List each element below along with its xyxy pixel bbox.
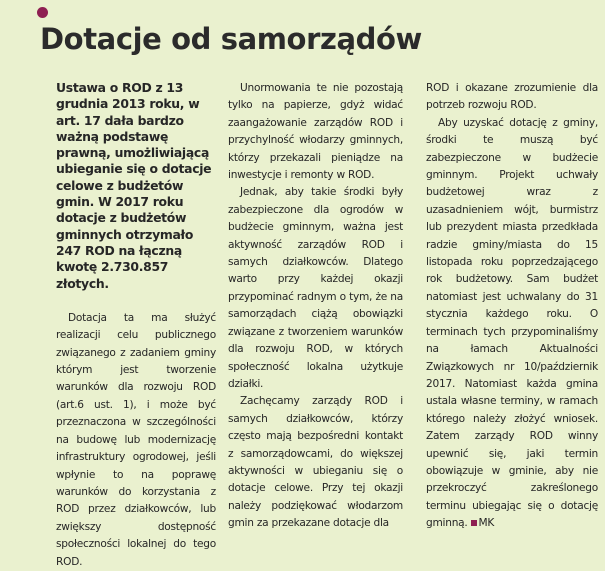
column-3 (426, 80, 598, 533)
paragraph-3: Jednak, aby takie środki były zabezpieczone dla ogrodów w budżecie gminnym, ważna jest aktywność zarządów ROD i samych działkowców. Dlatego warto przy każdej okazji przypominać radnym o tym, że na samorządach ciążą obowiązki związane z tworzeniem warunków dla rozwoju ROD, w których społeczność lokalna użytkuje działki. (228, 186, 403, 390)
accent-dot (37, 7, 48, 18)
paragraph-2: Unormowania te nie pozostają tylko na papierze, gdyż widać zaangażowanie zarządów ROD i przychylność włodarzy gminnych, którzy przekazali pieniądze na inwestycje i remonty w ROD. (228, 82, 403, 182)
article-lead: Ustawa o ROD z 13 grudnia 2013 roku, w art. 17 dała bardzo ważną podstawę prawną, umożliwiającą ubieganie się o dotacje celowe z budżetów gmin. W 2017 roku dotacje z budżetów gminnych otrzymało 247 ROD na łączną kwotę 2.730.857 złotych. (56, 80, 212, 291)
paragraph-6 (426, 115, 598, 533)
author-signature: MK (478, 517, 495, 530)
paragraph-1: Dotacja ta ma służyć realizacji celu publicznego związanego z zadaniem gminy którym jest tworzenie warunków dla rozwoju ROD (art.6 ust. 1), i może być przeznaczona w szczególności na budowę lub modernizację infrastruktury ogrodowej, jeśli wpłynie to na poprawę warunków do korzystania z ROD przez działkowców, lub zwiększy dostępność społeczności lokalnej do tego ROD. (56, 311, 216, 568)
paragraph-4: Zachęcamy zarządy ROD i samych działkowców, którzy często mają bezpośredni kontakt z samorządowcami, do większej aktywności w ubieganiu się o dotacje celowe. Przy tej okazji należy podziękować włodarzom gmin za przekazane dotacje dla (228, 395, 403, 530)
paragraph-6-text: Aby uzyskać dotację z gminy, środki te muszą być zabezpieczone w budżecie gminnym. Projekt uchwały budżetowej wraz z uzasadnieniem wójt, burmistrz lub prezydent miasta przedkłada radzie gminy/miasta do 15 listopada roku poprzedzającego rok budżetowy. Sam budżet natomiast jest uchwalany do 31 stycznia każdego roku. O terminach tych przypominaliśmy na łamach Aktualności Związkowych nr 10/październik 2017. Natomiast każda gmina ustala własne terminy, w ramach którego należy złożyć wniosek. Zatem zarządy ROD winny upewnić się, jaki termin obowiązuje w gminie, aby nie przekroczyć zakreślonego terminu ubiegając się o dotację gminną. (426, 116, 598, 530)
article-title: Dotacje od samorządów (40, 22, 422, 56)
column-2 (228, 80, 403, 533)
end-mark-icon (471, 520, 477, 526)
column-1 (56, 80, 216, 571)
paragraph-5: ROD i okazane zrozumienie dla potrzeb rozwoju ROD. (426, 82, 598, 112)
